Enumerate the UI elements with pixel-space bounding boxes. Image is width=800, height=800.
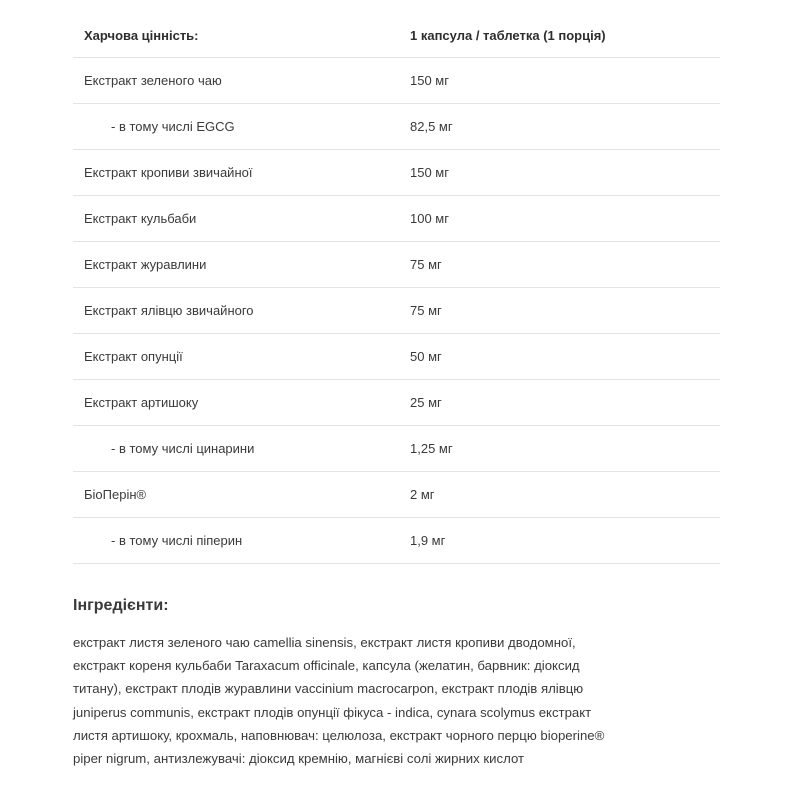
table-row (73, 472, 720, 518)
ingredients-line: листя артишоку, крохмаль, наповнювач: целюлоза, екстракт чорного перцю bioperine® (73, 727, 605, 743)
table-row (73, 242, 720, 288)
table-row (73, 380, 720, 426)
table-row (73, 150, 720, 196)
row-amount: 75 мг (399, 242, 720, 288)
row-amount: 150 мг (399, 150, 720, 196)
ingredients-line: екстракт листя зеленого чаю camellia sinensis, екстракт листя кропиви дводомної, (73, 635, 576, 650)
row-name: - в тому числі піперин (73, 518, 399, 564)
row-amount: 75 мг (399, 288, 720, 334)
row-amount: 82,5 мг (399, 104, 720, 150)
row-amount: 50 мг (399, 334, 720, 380)
table-row (73, 58, 720, 104)
table-row (73, 334, 720, 380)
row-amount: 1,9 мг (399, 518, 720, 564)
row-name: Екстракт зеленого чаю (73, 58, 399, 104)
row-amount: 100 мг (399, 196, 720, 242)
row-amount: 25 мг (399, 380, 720, 426)
row-amount: 150 мг (399, 58, 720, 104)
row-amount: 1,25 мг (399, 426, 720, 472)
ingredients-text (73, 631, 733, 770)
row-name: Екстракт кропиви звичайної (73, 150, 399, 196)
row-name: - в тому числі EGCG (73, 104, 399, 150)
table-row (73, 426, 720, 472)
row-name: - в тому числі цинарини (73, 426, 399, 472)
ingredients-title: Інгредієнти: (73, 597, 169, 614)
table-row (73, 288, 720, 334)
ingredients-line: титану), екстракт плодів журавлини vaccinium macrocarpon, екстракт плодів ялівцю (73, 681, 584, 697)
table-row (73, 518, 720, 564)
row-name: Екстракт артишоку (73, 380, 399, 426)
row-name: Екстракт ялівцю звичайного (73, 288, 399, 334)
ingredients-line: екстракт кореня кульбаби Taraxacum officinale, капсула (желатин, барвник: діоксид (73, 658, 580, 674)
nutrition-facts-table (73, 14, 720, 564)
ingredients-section (73, 597, 733, 770)
header-nutrition-value: Харчова цінність: (73, 14, 399, 58)
ingredients-line: piper nigrum, антизлежувачі: діоксид кремнію, магнієві солі жирних кислот (73, 751, 525, 767)
row-name: БіоПерін® (73, 472, 399, 518)
row-amount: 2 мг (399, 472, 720, 518)
header-serving-size: 1 капсула / таблетка (1 порція) (399, 14, 720, 58)
row-name: Екстракт опунції (73, 334, 399, 380)
row-name: Екстракт журавлини (73, 242, 399, 288)
table-header-row (73, 14, 720, 58)
row-name: Екстракт кульбаби (73, 196, 399, 242)
table-row (73, 104, 720, 150)
table-row (73, 196, 720, 242)
ingredients-line: juniperus communis, екстракт плодів опунції фікуса - indica, cynara scolymus екстракт (73, 704, 592, 720)
